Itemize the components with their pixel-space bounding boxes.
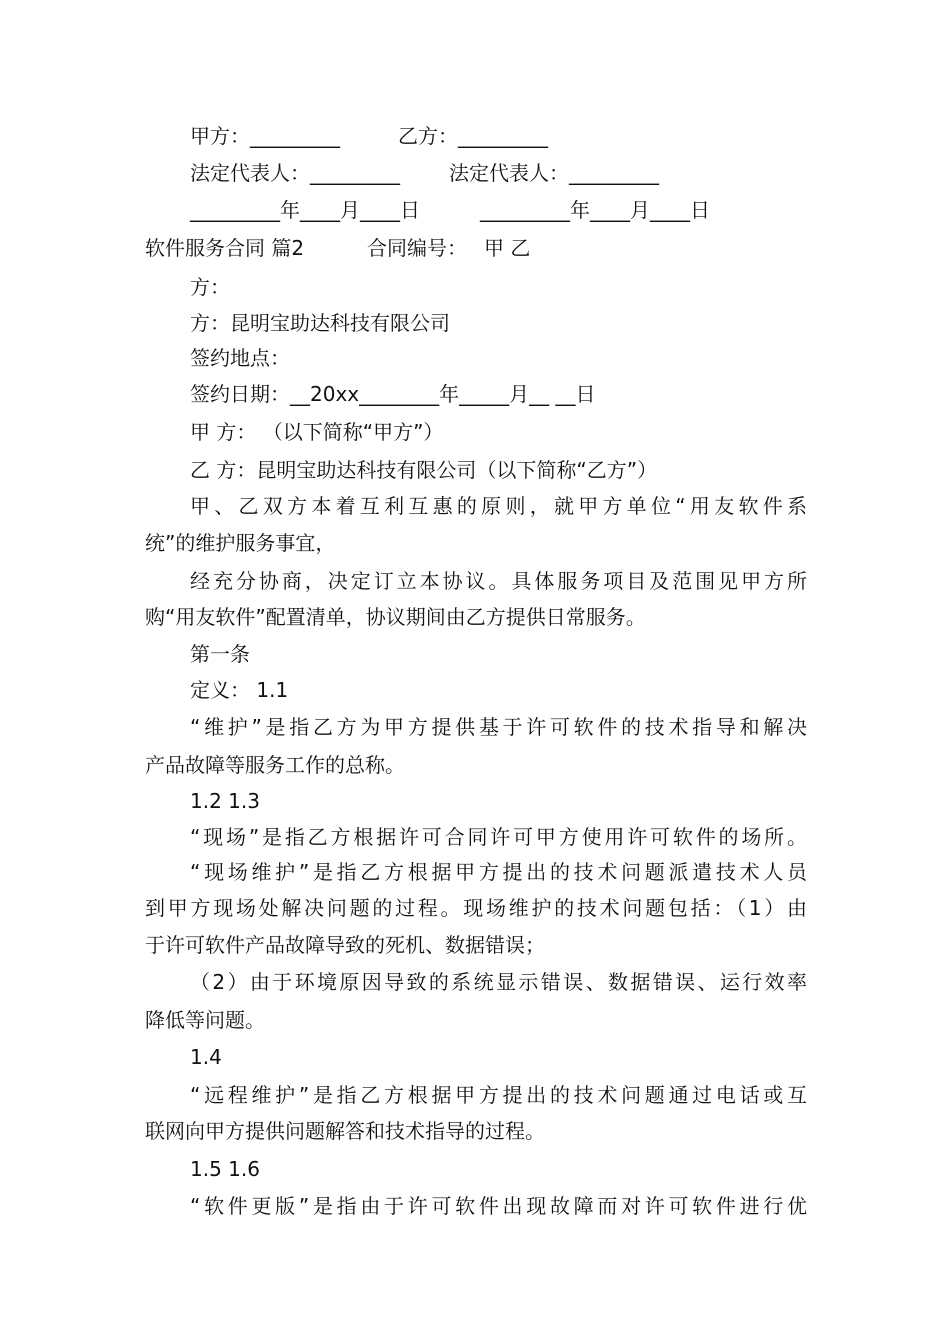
definition-label: 定义： 1.1 — [190, 678, 289, 702]
legal-rep-b: 法定代表人：_________ — [449, 161, 659, 185]
clause-numbers-1-2-1-3: 1.2 1.3 — [190, 789, 260, 813]
def-1-3-line-4: （2）由于环境原因导致的系统显示错误、数据错误、运行效率 — [190, 970, 807, 994]
sign-place: 签约地点： — [190, 346, 290, 370]
intro-line-3: 经充分协商，决定订立本协议。具体服务项目及范围见甲方所 — [190, 569, 807, 593]
party-a-signature: 甲方：_________ — [190, 124, 340, 148]
clause-numbers-1-5-1-6: 1.5 1.6 — [190, 1157, 260, 1181]
contract-number-label: 合同编号： — [367, 236, 467, 260]
def-1-3-line-3: 于许可软件产品故障导致的死机、数据错误； — [145, 933, 545, 957]
party-a-label: 方： — [190, 275, 230, 299]
intro-line-1: 甲、乙双方本着互利互惠的原则，就甲方单位“用友软件系 — [190, 494, 807, 518]
def-1-4-line-2: 联网向甲方提供问题解答和技术指导的过程。 — [145, 1119, 545, 1143]
sign-date: 签约日期：__20xx________年_____月__ __日 — [190, 382, 596, 406]
article-1-heading: 第一条 — [190, 642, 250, 666]
clause-number-1-4: 1.4 — [190, 1045, 222, 1069]
contract-heading-tail: 甲 乙 — [484, 236, 531, 260]
party-a-full: 甲 方： （以下简称“甲方”） — [190, 420, 444, 444]
def-1-1-line-1: “维护”是指乙方为甲方提供基于许可软件的技术指导和解决 — [190, 715, 807, 739]
party-b-full: 乙 方：昆明宝助达科技有限公司（以下简称“乙方”） — [190, 458, 658, 482]
legal-rep-a: 法定代表人：_________ — [190, 161, 400, 185]
def-1-3-line-5: 降低等问题。 — [145, 1008, 265, 1032]
date-a: _________年____月____日 — [190, 198, 420, 222]
intro-line-2: 统”的维护服务事宜， — [145, 531, 336, 555]
def-1-3-line-2: 到甲方现场处解决问题的过程。现场维护的技术问题包括：（1）由 — [145, 896, 807, 920]
def-1-2: “现场”是指乙方根据许可合同许可甲方使用许可软件的场所。 — [190, 825, 807, 849]
date-b: _________年____月____日 — [480, 198, 710, 222]
def-1-3-line-1: “现场维护”是指乙方根据甲方提出的技术问题派遣技术人员 — [190, 860, 807, 884]
contract-title: 软件服务合同 篇2 — [145, 236, 305, 260]
def-1-4-line-1: “远程维护”是指乙方根据甲方提出的技术问题通过电话或互 — [190, 1083, 807, 1107]
def-1-5-line-1: “软件更版”是指由于许可软件出现故障而对许可软件进行优 — [190, 1194, 807, 1218]
party-b-line: 方：昆明宝助达科技有限公司 — [190, 311, 450, 335]
def-1-1-line-2: 产品故障等服务工作的总称。 — [145, 753, 405, 777]
intro-line-4: 购“用友软件”配置清单，协议期间由乙方提供日常服务。 — [145, 605, 646, 629]
party-b-signature: 乙方：_________ — [398, 124, 548, 148]
